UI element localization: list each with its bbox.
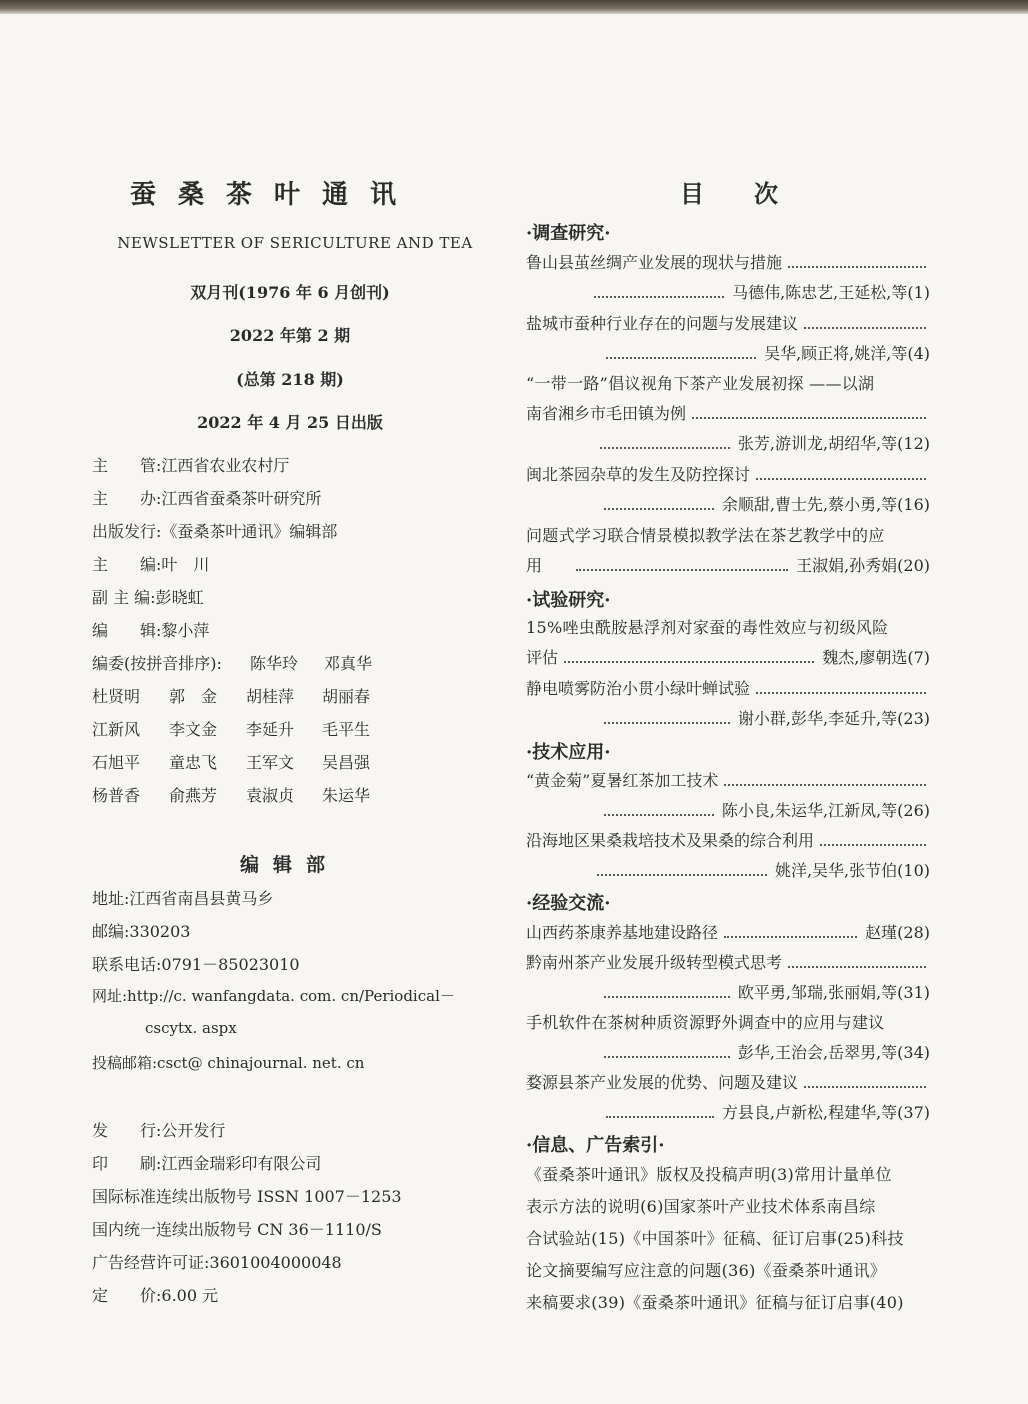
leader-dots xyxy=(604,508,714,510)
committee-member: 李文金 xyxy=(169,720,218,739)
toc-article-title xyxy=(526,768,930,792)
article-authors: 王淑娟,孙秀娟(20) xyxy=(796,556,930,575)
toc-article-authors xyxy=(526,980,930,1004)
masthead-label: 副 主 编: xyxy=(92,588,156,607)
leader-dots xyxy=(788,966,926,968)
masthead-value: 叶 川 xyxy=(161,555,210,574)
article-title: 盐城市蚕种行业存在的问题与发展建议 xyxy=(526,314,799,333)
committee-member: 李延升 xyxy=(246,720,295,739)
leader-dots xyxy=(692,417,926,419)
dept-postcode: 邮编:330203 xyxy=(92,922,191,941)
index-line: 表示方法的说明(6)国家茶叶产业技术体系南昌综 xyxy=(526,1197,876,1216)
toc-article-title: “一带一路”倡议视角下茶产业发展初探 ——以湖 xyxy=(526,374,875,393)
toc-article-title xyxy=(526,828,930,852)
toc-article-title xyxy=(526,250,930,274)
publish-date: 2022 年 4 月 25 日出版 xyxy=(197,413,383,432)
toc-section-heading: ·调查研究· xyxy=(526,223,611,244)
committee-member: 童忠飞 xyxy=(169,753,218,772)
toc-article-title xyxy=(526,401,930,425)
masthead-label: 编 辑: xyxy=(92,621,162,640)
frequency: 双月刊(1976 年 6 月创刊) xyxy=(190,283,390,302)
toc-article-title: 手机软件在茶树种质资源野外调查中的应用与建议 xyxy=(526,1013,885,1032)
masthead-value: 江西省蚕桑茶叶研究所 xyxy=(161,489,322,508)
journal-english-title: NEWSLETTER OF SERICULTURE AND TEA xyxy=(117,234,473,252)
publishing-line: 国内统一连续出版物号 CN 36－1110/S xyxy=(92,1220,382,1239)
toc-title: 目次 xyxy=(680,179,828,208)
toc-article-title xyxy=(526,462,930,486)
leader-dots xyxy=(756,692,926,694)
masthead-value: 彭晓虹 xyxy=(155,588,204,607)
toc-article-authors xyxy=(526,1100,930,1124)
committee-member: 胡丽春 xyxy=(322,687,371,706)
leader-dots xyxy=(604,1056,730,1058)
toc-article-entry xyxy=(526,920,930,944)
publishing-line: 定 价:6.00 元 xyxy=(92,1286,219,1305)
leader-dots xyxy=(604,996,730,998)
article-authors: 彭华,王治会,岳翠男,等(34) xyxy=(737,1043,930,1062)
journal-title: 蚕桑茶叶通讯 xyxy=(130,180,419,210)
article-authors: 姚洋,吴华,张节伯(10) xyxy=(774,861,930,880)
article-authors: 张芳,游训龙,胡绍华,等(12) xyxy=(737,434,930,453)
article-authors: 余顺甜,曹士先,蔡小勇,等(16) xyxy=(721,495,930,514)
toc-article-authors xyxy=(526,706,930,730)
index-line: 来稿要求(39)《蚕桑茶叶通讯》征稿与征订启事(40) xyxy=(526,1293,904,1312)
leader-dots xyxy=(606,1116,714,1118)
publishing-line: 广告经营许可证:3601004000048 xyxy=(92,1253,342,1272)
toc-section-heading: ·经验交流· xyxy=(526,893,611,914)
article-authors: 赵瑾(28) xyxy=(865,923,930,942)
toc-article-title xyxy=(526,950,930,974)
toc-article-title: 问题式学习联合情景模拟教学法在茶艺教学中的应 xyxy=(526,526,885,545)
leader-dots xyxy=(606,357,756,359)
article-title: 黔南州茶产业发展升级转型模式思考 xyxy=(526,953,783,972)
cover-edge xyxy=(0,0,1028,14)
leader-dots xyxy=(804,327,926,329)
toc-article-authors xyxy=(526,492,930,516)
committee-member: 邓真华 xyxy=(324,654,373,673)
committee-member: 郭 金 xyxy=(169,687,218,706)
article-title: 静电喷雾防治小贯小绿叶蝉试验 xyxy=(526,679,751,698)
editorial-dept-title: 编辑部 xyxy=(240,854,340,876)
publishing-line: 发 行:公开发行 xyxy=(92,1121,226,1140)
article-authors: 陈小良,朱运华,江新凤,等(26) xyxy=(721,801,930,820)
toc-article-title xyxy=(526,1070,930,1094)
toc-article-authors xyxy=(526,431,930,455)
committee-member: 王军文 xyxy=(246,753,295,772)
article-authors: 马德伟,陈忠艺,王延松,等(1) xyxy=(732,283,930,302)
masthead-row xyxy=(92,618,512,641)
index-line: 《蚕桑茶叶通讯》版权及投稿声明(3)常用计量单位 xyxy=(526,1165,892,1184)
leader-dots xyxy=(724,936,857,938)
toc-article-entry xyxy=(526,553,930,577)
masthead-label: 主 管: xyxy=(92,456,162,475)
leader-dots xyxy=(600,447,730,449)
committee-member: 吴昌强 xyxy=(322,753,371,772)
index-line: 合试验站(15)《中国茶叶》征稿、征订启事(25)科技 xyxy=(526,1229,904,1248)
article-authors: 吴华,顾正将,姚洋,等(4) xyxy=(764,344,930,363)
toc-article-authors xyxy=(526,341,930,365)
masthead-row xyxy=(92,453,512,476)
toc-section-heading: ·技术应用· xyxy=(526,742,611,763)
toc-article-title xyxy=(526,311,930,335)
leader-dots xyxy=(788,266,926,268)
dept-website: 网址:http://c. wanfangdata. com. cn/Periodical－ xyxy=(92,987,455,1005)
article-title: 南省湘乡市毛田镇为例 xyxy=(526,404,687,423)
dept-email: 投稿邮箱:csct@ chinajournal. net. cn xyxy=(92,1054,365,1072)
leader-dots xyxy=(564,661,814,663)
toc-article-authors xyxy=(526,858,930,882)
masthead-label: 出版发行: xyxy=(92,522,162,541)
article-title: 闽北茶园杂草的发生及防控探讨 xyxy=(526,465,751,484)
committee-label: 编委(按拼音排序): xyxy=(92,654,222,673)
article-authors: 欧平勇,邹瑞,张丽娟,等(31) xyxy=(737,983,930,1002)
committee-member: 朱运华 xyxy=(322,786,371,805)
committee-row xyxy=(92,684,512,708)
total-issue: (总第 218 期) xyxy=(236,370,344,389)
toc-article-authors xyxy=(526,280,930,304)
masthead-row xyxy=(92,585,512,608)
masthead-label: 主 办: xyxy=(92,489,162,508)
issue-number: 2022 年第 2 期 xyxy=(229,326,351,345)
committee-member: 陈华玲 xyxy=(250,654,299,673)
committee-row xyxy=(92,651,512,675)
committee-row xyxy=(92,750,512,774)
toc-article-authors xyxy=(526,798,930,822)
article-authors: 方县良,卢新松,程建华,等(37) xyxy=(721,1103,930,1122)
article-authors: 魏杰,廖朝选(7) xyxy=(822,648,930,667)
leader-dots xyxy=(594,296,724,298)
committee-member: 俞燕芳 xyxy=(169,786,218,805)
leader-dots xyxy=(756,478,926,480)
toc-section-heading: ·试验研究· xyxy=(526,590,611,611)
leader-dots xyxy=(604,814,714,816)
dept-address: 地址:江西省南昌县黄马乡 xyxy=(92,889,274,908)
committee-row xyxy=(92,783,512,807)
article-authors: 谢小群,彭华,李延升,等(23) xyxy=(737,709,930,728)
article-title: 评估 xyxy=(526,648,559,667)
masthead-label: 主 编: xyxy=(92,555,162,574)
masthead-row xyxy=(92,486,512,509)
article-title: “黄金菊”夏暑红茶加工技术 xyxy=(526,771,719,790)
article-title: 用 xyxy=(526,556,543,575)
masthead-value: 黎小萍 xyxy=(161,621,210,640)
toc-section-heading: ·信息、广告索引· xyxy=(526,1135,665,1156)
index-line: 论文摘要编写应注意的问题(36)《蚕桑茶叶通讯》 xyxy=(526,1261,887,1280)
article-title: 沿海地区果桑栽培技术及果桑的综合利用 xyxy=(526,831,815,850)
leader-dots xyxy=(804,1086,926,1088)
toc-article-title xyxy=(526,676,930,700)
committee-member: 毛平生 xyxy=(322,720,371,739)
publishing-line: 印 刷:江西金瑞彩印有限公司 xyxy=(92,1154,322,1173)
article-title: 鲁山县茧丝绸产业发展的现状与措施 xyxy=(526,253,783,272)
committee-member: 杨普香 xyxy=(92,786,141,805)
toc-article-authors xyxy=(526,1040,930,1064)
dept-website-cont: cscytx. aspx xyxy=(145,1019,237,1037)
publishing-line: 国际标准连续出版物号 ISSN 1007－1253 xyxy=(92,1187,402,1206)
leader-dots xyxy=(597,874,767,876)
toc-article-title: 15%唑虫酰胺悬浮剂对家蚕的毒性效应与初级风险 xyxy=(526,618,889,637)
article-title: 山西药茶康养基地建设路径 xyxy=(526,923,719,942)
masthead-row xyxy=(92,519,512,542)
leader-dots xyxy=(820,844,926,846)
leader-dots xyxy=(576,569,788,571)
leader-dots xyxy=(604,722,730,724)
masthead-row xyxy=(92,552,512,575)
committee-member: 胡桂萍 xyxy=(246,687,295,706)
leader-dots xyxy=(724,784,926,786)
dept-phone: 联系电话:0791－85023010 xyxy=(92,955,300,974)
committee-member: 江新风 xyxy=(92,720,141,739)
toc-article-entry xyxy=(526,645,930,669)
masthead-value: 江西省农业农村厅 xyxy=(161,456,290,475)
masthead-value: 《蚕桑茶叶通讯》编辑部 xyxy=(161,522,338,541)
committee-member: 袁淑贞 xyxy=(246,786,295,805)
committee-member: 石旭平 xyxy=(92,753,141,772)
article-title: 婺源县茶产业发展的优势、问题及建议 xyxy=(526,1073,799,1092)
committee-member: 杜贤明 xyxy=(92,687,141,706)
committee-row xyxy=(92,717,512,741)
